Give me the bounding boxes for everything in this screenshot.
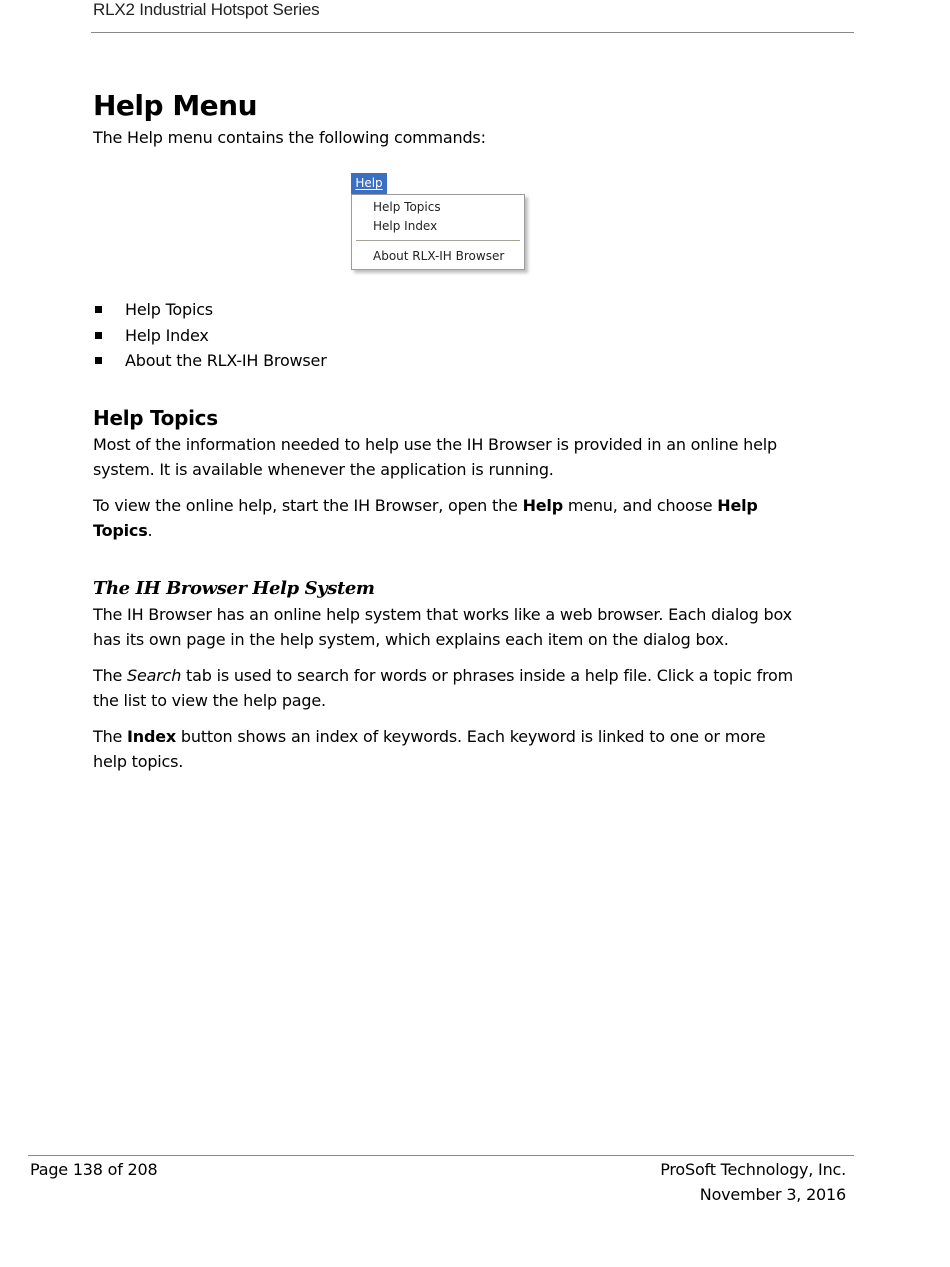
list-item	[93, 297, 793, 323]
help-topics-heading: Help Topics	[93, 405, 218, 430]
footer-publisher	[660, 1157, 846, 1207]
menu-item-help-index[interactable]: Help Index	[373, 219, 438, 233]
bullet-square-icon	[95, 357, 102, 364]
help-topics-paragraph-1: Most of the information needed to help use the IH Browser is provided in an online help system. It is available whenever the application is running.	[93, 434, 777, 479]
bullet-square-icon	[95, 332, 102, 339]
help-system-paragraph-3: The Index button shows an index of keywords. Each keyword is linked to one or more help topics.	[93, 726, 766, 771]
menu-item-about[interactable]: About RLX-IH Browser	[373, 249, 505, 263]
page-number: Page 138 of 208	[30, 1160, 158, 1179]
section-intro: The Help menu contains the following commands:	[93, 128, 486, 147]
help-topics-paragraph-2: To view the online help, start the IH Browser, open the Help menu, and choose Help Topics.	[93, 495, 758, 540]
running-header: RLX2 Industrial Hotspot Series	[93, 0, 320, 19]
bullet-square-icon	[95, 306, 102, 313]
page-content	[93, 86, 793, 774]
list-item-text: Help Topics	[125, 300, 213, 319]
help-system-paragraph-1: The IH Browser has an online help system that works like a web browser. Each dialog box has its own page in the help system, which explains each item on the dialog box.	[93, 604, 792, 649]
list-item	[93, 348, 793, 374]
menu-bar-help[interactable]	[351, 173, 387, 194]
help-menu-screenshot	[351, 173, 531, 273]
menu-bar-help-label: Help	[355, 176, 383, 190]
help-dropdown	[351, 194, 525, 270]
footer-company: ProSoft Technology, Inc.	[660, 1160, 846, 1179]
list-item-text: Help Index	[125, 325, 209, 345]
footer-rule	[28, 1155, 854, 1156]
help-system-paragraph-2: The Search tab is used to search for words or phrases inside a help file. Click a topic from the list to view the help page.	[93, 665, 793, 710]
menu-separator	[356, 240, 520, 241]
footer-date: November 3, 2016	[699, 1185, 846, 1204]
help-system-heading: The IH Browser Help System	[93, 577, 375, 599]
section-title: Help Menu	[93, 89, 258, 122]
menu-item-help-topics[interactable]: Help Topics	[373, 200, 441, 214]
command-list	[93, 297, 793, 374]
header-rule	[91, 32, 854, 33]
list-item-text: About the RLX-IH Browser	[125, 351, 327, 370]
list-item	[93, 323, 793, 349]
